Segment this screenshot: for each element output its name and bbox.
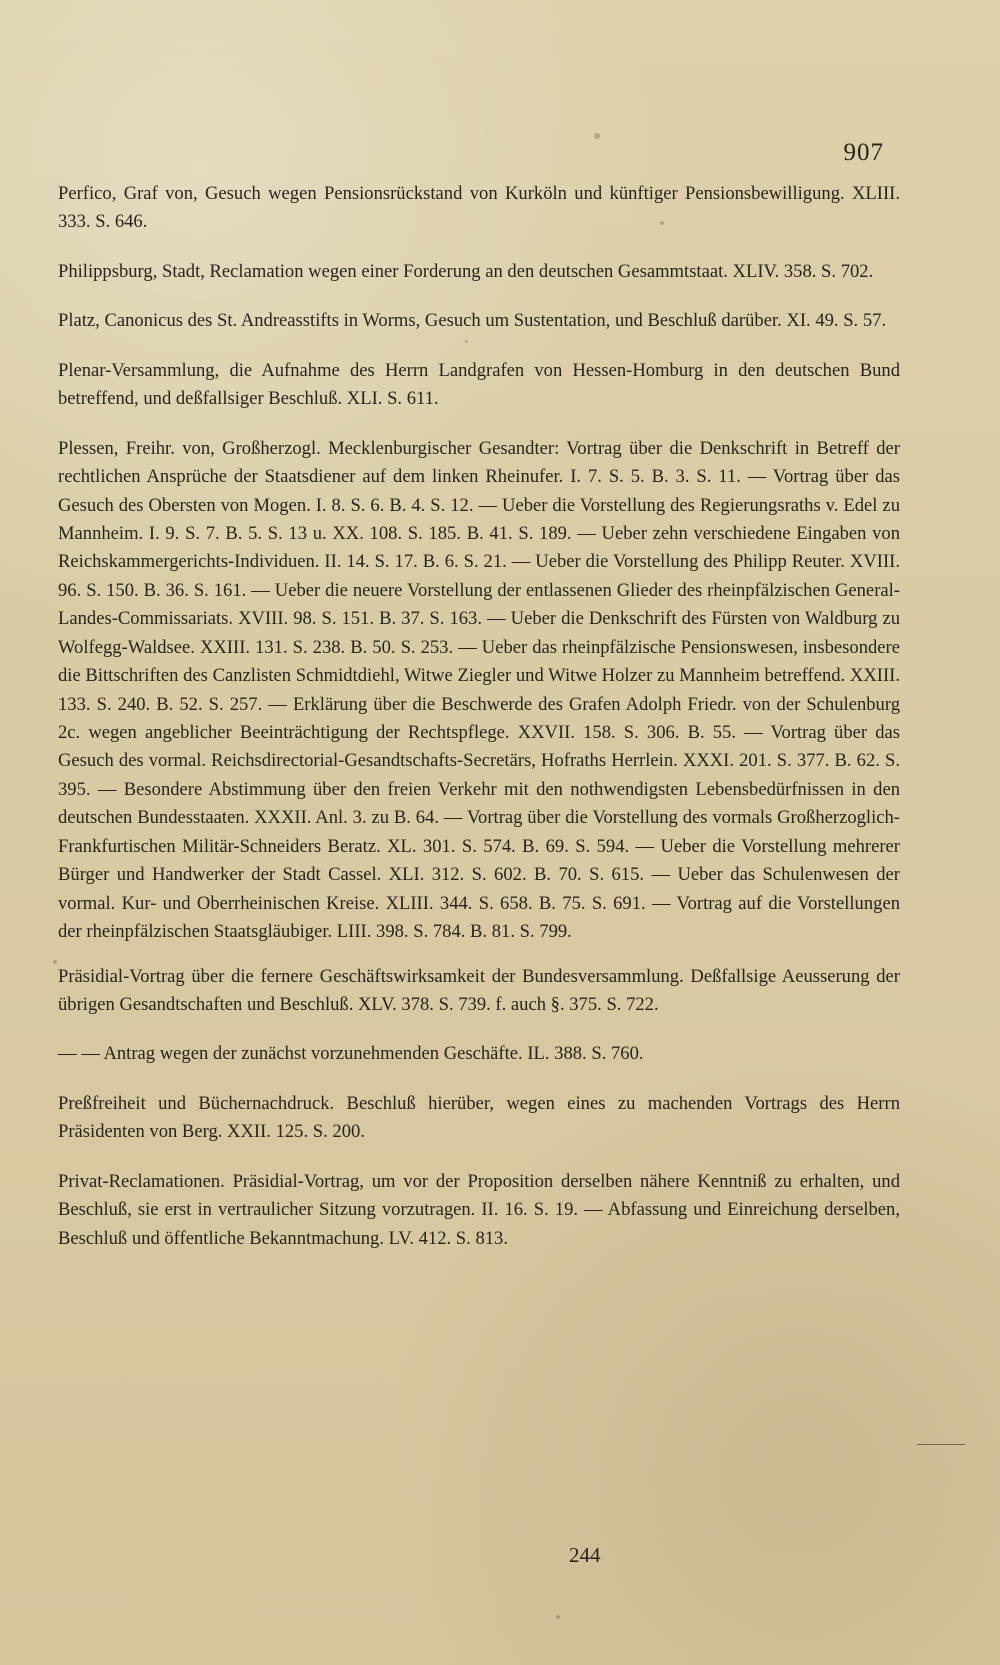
index-entry: Präsidial-Vortrag über die fernere Geschäftswirksamkeit der Bundesversammlung. Deßfallsige Aeusserung der übrigen Gesandtschaften und Beschluß. XLV. 378. S. 739. f. auch §. 375. S. 722. — [58, 965, 900, 1015]
paper-speck — [53, 960, 57, 964]
paper-speck — [594, 133, 600, 139]
index-entry: Perfico, Graf von, Gesuch wegen Pensionsrückstand von Kurköln und künftiger Pensionsbewilligung. XLIII. 333. S. 646. — [58, 183, 900, 233]
index-entry: Preßfreiheit und Büchernachdruck. Beschluß hierüber, wegen eines zu machenden Vortrags des Herrn Präsidenten von Berg. XXII. 125. S. 200. — [58, 1092, 900, 1143]
page-number-top: 907 — [843, 139, 884, 166]
index-content — [58, 180, 900, 1274]
index-entry: Platz, Canonicus des St. Andreasstifts in Worms, Gesuch um Sustentation, und Beschluß darüber. XI. 49. S. 57. — [58, 310, 887, 332]
index-entry: Philippsburg, Stadt, Reclamation wegen einer Forderung an den deutschen Gesammtstaat. XLIV. 358. S. 702. — [58, 260, 874, 282]
index-entry: Privat-Reclamationen. Präsidial-Vortrag, um vor der Proposition derselben nähere Kenntniß zu erhalten, und Beschluß, sie erst in vertraulicher Sitzung vorzutragen. II. 16. S. 19. — Abfassung und Einreichung derselben, Beschluß und öffentliche Bekanntmachung. LV. 412. S. 813. — [58, 1170, 900, 1249]
index-entry: Plessen, Freihr. von, Großherzogl. Mecklenburgischer Gesandter: Vortrag über die Denkschrift in Betreff der rechtlichen Ansprüche der Staatsdiener auf dem linken Rheinufer. I. 7. S. 5. B. 3. S. 11. — Vortrag über das Gesuch des Obersten von Mogen. I. 8. S. 6. B. 4. S. 12. — Ueber die Vorstellung des Regierungsraths v. Edel zu Mannheim. I. 9. S. 7. B. 5. S. 13 u. XX. 108. S. 185. B. 41. S. 189. — Ueber zehn verschiedene Eingaben von Reichskammergerichts-Individuen. II. 14. S. 17. B. 6. S. 21. — Ueber die Vorstellung des Philipp Reuter. XVIII. 96. S. 150. B. 36. S. 161. — Ueber die neuere Vorstellung der entlassenen Glieder des rheinpfälzischen General-Landes-Commissariats. XVIII. 98. S. 151. B. 37. S. 163. — Ueber die Denkschrift des Fürsten von Waldburg zu Wolfegg-Waldsee. XXIII. 131. S. 238. B. 50. S. 253. — Ueber das rheinpfälzische Pensionswesen, insbesondere die Bittschriften des Canzlisten Schmidtdiehl, Witwe Ziegler und Witwe Holzer zu Mannheim betreffend. XXIII. 133. S. 240. B. 52. S. 257. — Erklärung über die Beschwerde des Grafen Adolph Friedr. von der Schulenburg 2c. wegen angeblicher Beeinträchtigung der Rechtspflege. XXVII. 158. S. 306. B. 55. — Vortrag über das Gesuch des vormal. Reichsdirectorial-Gesandtschafts-Secretärs, Hofraths Herrlein. XXXI. 201. S. 377. B. 62. S. 395. — Besondere Abstimmung über den freien Verkehr mit den nothwendigsten Lebensbedürfnissen in den deutschen Bundesstaaten. XXXII. Anl. 3. zu B. 64. — Vortrag über die Vorstellung des vormals Großherzoglich-Frankfurtischen Militär-Schneiders Beratz. XL. 301. S. 574. B. 69. S. 594. — Ueber die Vorstellung mehrerer Bürger und Handwerker der Stadt Cassel. XLI. 312. S. 602. B. 70. S. 615. — Ueber das Schulenwesen der vormal. Kur- und Oberrheinischen Kreise. XLIII. 344. S. 658. B. 75. S. 691. — Vortrag auf die Vorstellungen der rheinpfälzischen Staatsgläubiger. LIII. 398. S. 784. B. 81. S. 799. — [58, 437, 900, 943]
index-entry: — — Antrag wegen der zunächst vorzunehmenden Geschäfte. IL. 388. S. 760. — [58, 1043, 644, 1065]
index-entry: Plenar-Versammlung, die Aufnahme des Herrn Landgrafen von Hessen-Homburg in den deutschen Bund betreffend, und deßfallsiger Beschluß. XLI. S. 611. — [58, 359, 900, 410]
paper-speck — [556, 1615, 560, 1619]
margin-dash — [917, 1444, 965, 1445]
page-number-bottom: 244 — [569, 1543, 601, 1567]
